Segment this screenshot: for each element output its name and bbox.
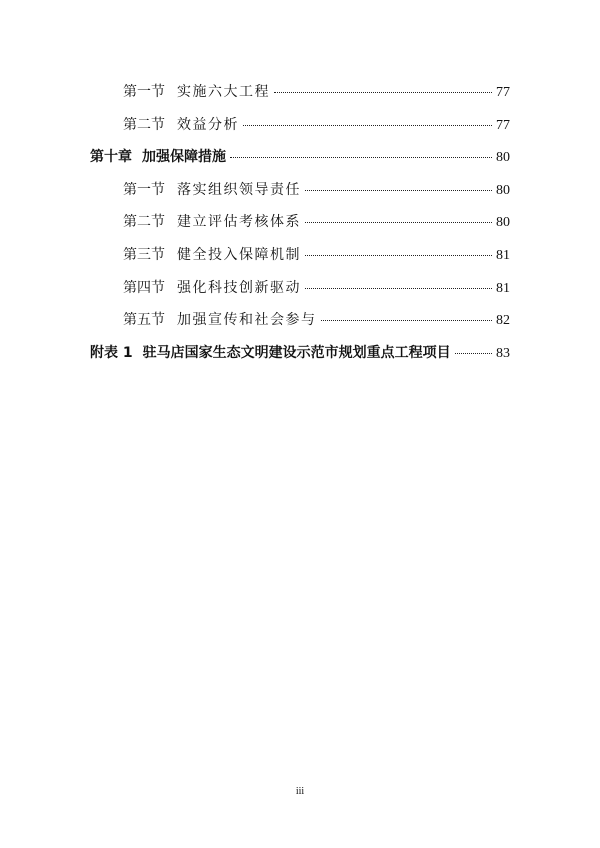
- toc-entry-number: 第二节: [123, 116, 165, 133]
- toc-entry-title: 驻马店国家生态文明建设示范市规划重点工程项目: [142, 344, 451, 361]
- dot-leader: [455, 353, 492, 354]
- toc-entry-page: 83: [496, 345, 510, 361]
- toc-entry-page: 81: [496, 280, 510, 296]
- toc-entry-section-10-2[interactable]: [90, 206, 510, 239]
- toc-entry-title: 加强宣传和社会参与: [177, 312, 317, 329]
- toc-entry-page: 77: [496, 117, 510, 133]
- toc-entry-title: 健全投入保障机制: [177, 246, 301, 263]
- toc-entry-number: 第四节: [123, 279, 165, 296]
- toc-entry-number: 第三节: [123, 246, 165, 263]
- toc-entry-page: 77: [496, 85, 510, 100]
- toc-entry-page: 80: [496, 150, 510, 166]
- toc-entry-number: 第五节: [123, 312, 165, 329]
- page-number: iii: [295, 786, 305, 797]
- toc-entry-number: 第一节: [123, 181, 165, 198]
- toc-entry-section-10-4[interactable]: [90, 272, 510, 305]
- toc-entry-title: 效益分析: [177, 116, 239, 133]
- toc-entry-title: 建立评估考核体系: [177, 214, 301, 231]
- toc-entry-page: 80: [496, 215, 510, 231]
- dot-leader: [274, 92, 492, 93]
- dot-leader: [305, 288, 492, 289]
- toc-entry-appendix-1[interactable]: [90, 337, 510, 370]
- toc-entry-section-6-1[interactable]: [90, 76, 510, 109]
- toc-entry-section-10-3[interactable]: [90, 239, 510, 272]
- dot-leader: [305, 190, 492, 191]
- toc-entry-page: 81: [496, 247, 510, 263]
- dot-leader: [243, 125, 492, 126]
- toc-entry-section-6-2[interactable]: [90, 109, 510, 142]
- toc-entry-title: 强化科技创新驱动: [177, 279, 301, 296]
- table-of-contents: [90, 76, 510, 369]
- toc-entry-title: 落实组织领导责任: [177, 181, 301, 198]
- dot-leader: [305, 255, 492, 256]
- toc-entry-page: 80: [496, 182, 510, 198]
- dot-leader: [305, 222, 492, 223]
- dot-leader: [321, 320, 493, 321]
- toc-entry-title: 实施六大工程: [177, 84, 270, 100]
- toc-entry-chapter-10[interactable]: [90, 141, 510, 174]
- toc-entry-section-10-5[interactable]: [90, 304, 510, 337]
- toc-entry-number: 第一节: [123, 84, 165, 100]
- dot-leader: [230, 157, 492, 158]
- toc-entry-number: 附表 1: [90, 344, 133, 361]
- toc-entry-section-10-1[interactable]: [90, 174, 510, 207]
- toc-entry-page: 82: [496, 313, 510, 329]
- toc-entry-number: 第十章: [90, 149, 132, 166]
- toc-entry-number: 第二节: [123, 214, 165, 231]
- toc-entry-title: 加强保障措施: [142, 149, 226, 166]
